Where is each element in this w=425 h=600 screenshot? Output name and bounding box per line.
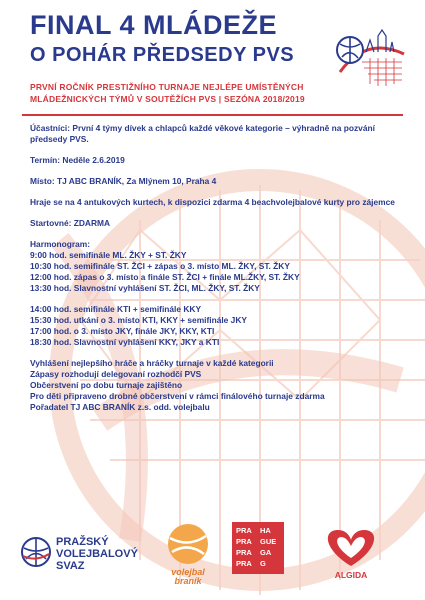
date-text: Termín: Neděle 2.6.2019 <box>30 155 125 165</box>
pvs-name <box>56 536 138 572</box>
pvs-logo <box>20 530 138 580</box>
praha-logo <box>232 522 284 574</box>
branik-name-line: volejbal <box>171 567 205 577</box>
note-item: Občerstvení po dobu turnaje zajištěno <box>30 380 183 390</box>
volleyball-icon <box>20 536 52 568</box>
header <box>0 0 425 114</box>
event-details <box>30 123 405 413</box>
praha-logo-text: PRA <box>236 537 252 546</box>
schedule-item: 13:30 hod. Slavnostní vyhlášení ST. ŽCI, ML. ŽKY, ST. ŽKY <box>30 283 260 293</box>
tagline-line-1: PRVNÍ ROČNÍK PRESTIŽNÍHO TURNAJE NEJLÉPE UMÍSTĚNÝCH <box>30 82 304 92</box>
courts-text: Hraje se na 4 antukových kurtech, k dispozici zdarma 4 beachvolejbalové kurty pro zájemce <box>30 197 395 207</box>
praha-logo-text: GA <box>260 548 272 557</box>
branik-name-line: braník <box>174 576 202 586</box>
pvs-name-line: PRAŽSKÝ <box>56 536 109 548</box>
branik-ball-icon <box>158 520 218 568</box>
schedule-item: 18:30 hod. Slavnostní vyhlášení KKY, JKY a KTI <box>30 337 220 347</box>
algida-heart-icon <box>316 526 386 570</box>
tournament-logo-icon <box>326 12 406 92</box>
pvs-name-line: VOLEJBALOVÝ <box>56 548 138 560</box>
schedule-item: 9:00 hod. semifinále ML. ŽKY + ST. ŽKY <box>30 250 187 260</box>
branik-logo <box>158 520 218 590</box>
algida-logo <box>316 526 386 586</box>
algida-name: ALGIDA <box>334 570 368 580</box>
schedule-heading: Harmonogram: <box>30 239 91 249</box>
schedule-item: 17:00 hod. o 3. místo JKY, finále JKY, KKY, KTI <box>30 326 215 336</box>
header-divider <box>22 114 403 116</box>
note-item: Zápasy rozhodují delegovaní rozhodčí PVS <box>30 369 202 379</box>
pvs-name-line: SVAZ <box>56 560 85 572</box>
praha-logo-text: PRA <box>236 559 252 568</box>
participants-text: Účastníci: První 4 týmy dívek a chlapců každé věkové kategorie – výhradně na pozvání předsedy PVS. <box>30 123 375 144</box>
schedule-item: 10:30 hod. semifinále ST. ŽCI + zápas o 3. místo ML. ŽKY, ST. ŽKY <box>30 261 290 271</box>
praha-logo-text: PRA <box>236 548 252 557</box>
note-item: Pro děti připraveno drobné občerstvení v rámci finálového turnaje zdarma <box>30 391 325 401</box>
praha-logo-text: PRA <box>236 526 252 535</box>
note-item: Vyhlášení nejlepšího hráče a hráčky turnaje v každé kategorii <box>30 358 274 368</box>
fee-text: Startovné: ZDARMA <box>30 218 111 228</box>
note-item: Pořadatel TJ ABC BRANÍK z.s. odd. volejbalu <box>30 402 210 412</box>
page-subtitle: O POHÁR PŘEDSEDY PVS <box>30 44 295 66</box>
praha-logo-text: HA <box>260 526 271 535</box>
schedule-item: 14:00 hod. semifinále KTI + semifinále KKY <box>30 304 202 314</box>
branik-name <box>158 568 218 586</box>
schedule-item: 12:00 hod. zápas o 3. místo a finále ST. ŽCI + finále ML.ŽKY, ST. ŽKY <box>30 272 300 282</box>
schedule <box>30 239 405 348</box>
praha-logo-text: G <box>260 559 266 568</box>
tagline-line-2: MLÁDEŽNICKÝCH TÝMŮ V SOUTĚŽÍCH PVS | SEZÓNA 2018/2019 <box>30 94 305 104</box>
page-title: FINAL 4 MLÁDEŽE <box>30 10 278 40</box>
praha-logo-text: GUE <box>260 537 277 546</box>
schedule-item: 15:30 hod. utkání o 3. místo KTI, KKY + semifinále JKY <box>30 315 247 325</box>
place-text: Místo: TJ ABC BRANÍK, Za Mlýnem 10, Praha 4 <box>30 176 217 186</box>
sponsor-footer <box>0 510 425 600</box>
